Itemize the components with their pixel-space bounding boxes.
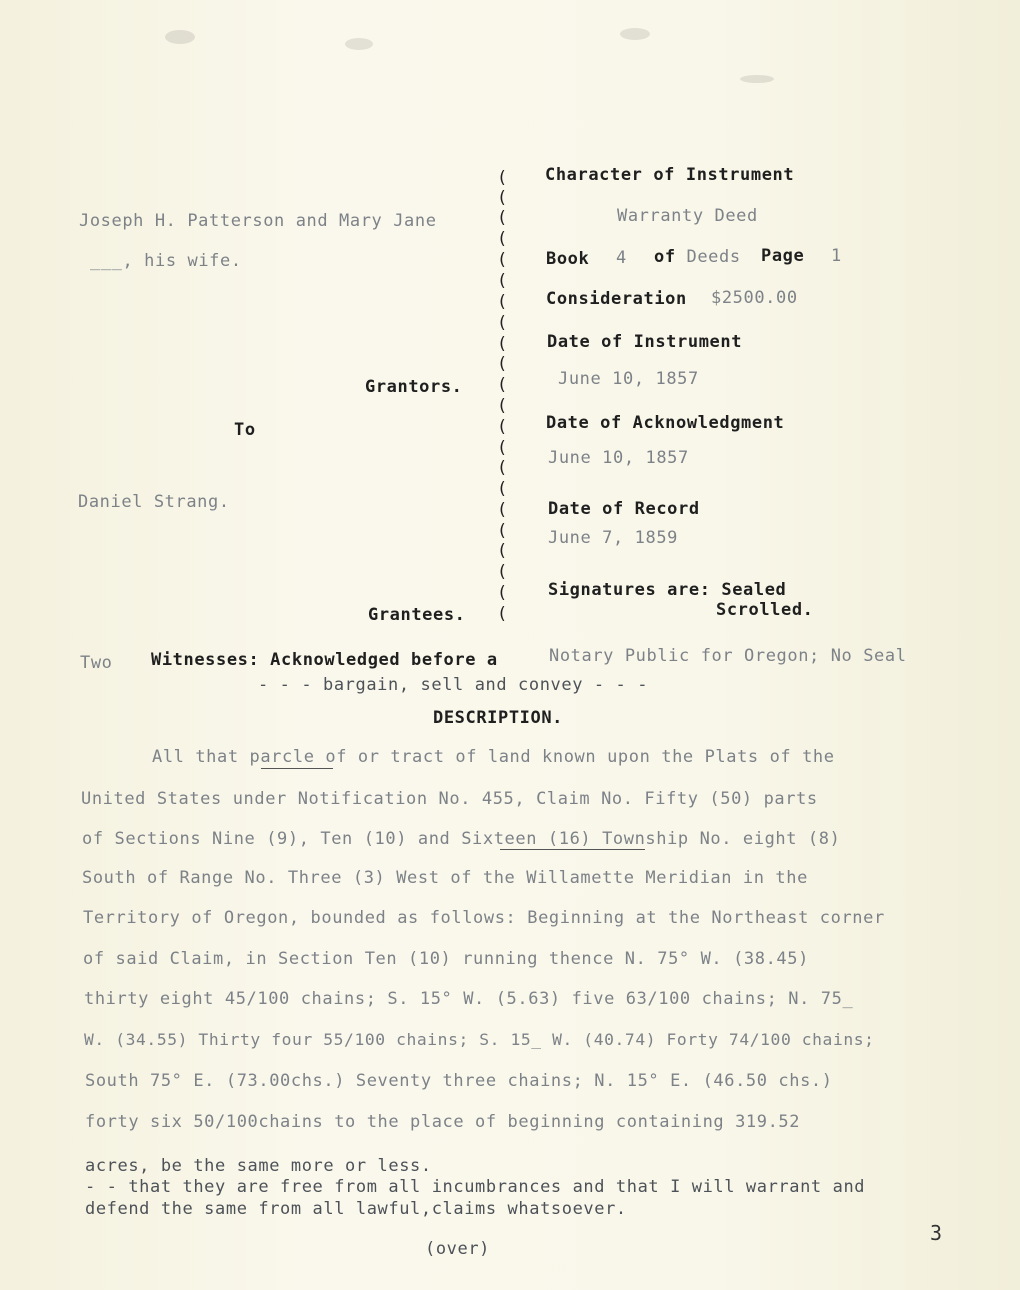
consideration-label: Consideration xyxy=(546,289,687,309)
signatures-label: Signatures are: Sealed xyxy=(548,580,787,600)
description-line: Territory of Oregon, bounded as follows: Beginning at the Northeast corner xyxy=(83,908,885,928)
document-page: Joseph H. Patterson and Mary Jane ___, his wife. Grantors. To Daniel Strang. Grantees. ( ( ( ( ( ( ( ( ( ( ( ( ( ( ( ( ( ( ( ( ( ( Character of Instrument Warranty Deed Book 4 of Deeds Page 1 Consideration $2500.00 Date of Instrument June 10, 1857 Date of Acknowledgment June 10, 1857 Date of Record June 7, 1859 Signatures are: Sealed Scrolled. Two Witnesses: Acknowledged before a Notary Public for Oregon; No Seal - - - bargain, sell and convey - - - DESCRIPTION. All that parcle of or tract of land known upon the Plats of the United States under Notification No. 455, Claim No. Fifty (50) parts of Sections Nine (9), Ten (10) and Sixteen (16) Township No. eight (8) South of Range No. Three (3) West of the Willamette Meridian in the Territory of Oregon, bounded as follows: Beginning at the Northeast corner of said Claim, in Section Ten (10) running thence N. 75° W. (38.45) thirty eight 45/100 chains; S. 15° W. (5.63) five 63/100 chains; N. 75_ W. (34.55) Thirty four 55/100 chains; S. 15_ W. (40.74) Forty 74/100 chains; South 75° E. (73.00chs.) Seventy three chains; N. 15° E. (46.50 chs.) forty six 50/100chains to the place of beginning containing 319.52 acres, be the same more or less. - - that they are free from all incumbrances and that I will warrant and defend the same from all lawful,claims whatsoever. (over) 3 xyxy=(0,0,1020,1290)
signatures-value: Scrolled. xyxy=(716,600,814,620)
date-of-record-label: Date of Record xyxy=(548,499,700,519)
date-of-record-value: June 7, 1859 xyxy=(548,528,679,548)
staple-mark xyxy=(620,28,650,40)
description-line: acres, be the same more or less. xyxy=(85,1156,432,1176)
grantor-line-1: Joseph H. Patterson and Mary Jane xyxy=(79,211,437,231)
witness-count: Two xyxy=(80,653,113,673)
page-value: 1 xyxy=(831,246,842,266)
over-note: (over) xyxy=(425,1239,491,1259)
of-deeds-label: of Deeds xyxy=(654,247,741,267)
description-line: of said Claim, in Section Ten (10) running thence N. 75° W. (38.45) xyxy=(83,949,809,969)
page-number: 3 xyxy=(930,1221,943,1245)
description-line: W. (34.55) Thirty four 55/100 chains; S. 15_ W. (40.74) Forty 74/100 chains; xyxy=(84,1030,875,1049)
description-line: South of Range No. Three (3) West of the Willamette Meridian in the xyxy=(82,868,808,888)
witness-text: Witnesses: Acknowledged before a xyxy=(151,650,498,670)
book-label: Book xyxy=(546,249,590,269)
grantees-label: Grantees. xyxy=(368,605,466,625)
description-line: of Sections Nine (9), Ten (10) and Sixteen (16) Township No. eight (8) xyxy=(82,829,841,849)
description-line: defend the same from all lawful,claims whatsoever. xyxy=(85,1199,627,1219)
description-line: South 75° E. (73.00chs.) Seventy three chains; N. 15° E. (46.50 chs.) xyxy=(85,1071,833,1091)
description-line: All that parcle of or tract of land known upon the Plats of the xyxy=(152,747,835,767)
description-heading: DESCRIPTION. xyxy=(433,708,564,728)
to-label: To xyxy=(234,420,256,440)
staple-mark xyxy=(740,75,774,83)
date-of-acknowledgment-value: June 10, 1857 xyxy=(548,448,689,468)
description-line: thirty eight 45/100 chains; S. 15° W. (5.63) five 63/100 chains; N. 75_ xyxy=(84,989,854,1009)
grantor-line-2: ___, his wife. xyxy=(90,251,242,271)
staple-mark xyxy=(165,30,195,44)
book-value: 4 xyxy=(616,248,627,268)
underline-mark xyxy=(261,768,333,769)
character-of-instrument-value: Warranty Deed xyxy=(617,206,758,226)
grantors-label: Grantors. xyxy=(365,377,463,397)
character-of-instrument-label: Character of Instrument xyxy=(545,165,795,185)
deeds-word: Deeds xyxy=(686,247,741,267)
description-line: United States under Notification No. 455, Claim No. Fifty (50) parts xyxy=(81,789,818,809)
date-of-instrument-value: June 10, 1857 xyxy=(558,369,699,389)
description-line: - - that they are free from all incumbrances and that I will warrant and xyxy=(85,1177,866,1197)
staple-mark xyxy=(345,38,373,50)
description-line: forty six 50/100chains to the place of beginning containing 319.52 xyxy=(85,1112,801,1132)
consideration-value: $2500.00 xyxy=(711,288,798,308)
date-of-instrument-label: Date of Instrument xyxy=(547,332,743,352)
date-of-acknowledgment-label: Date of Acknowledgment xyxy=(546,413,785,433)
underline-mark xyxy=(500,849,645,850)
notary-text: Notary Public for Oregon; No Seal xyxy=(549,646,907,666)
bargain-line: - - - bargain, sell and convey - - - xyxy=(258,675,649,695)
page-label: Page xyxy=(761,246,805,266)
grantee-name: Daniel Strang. xyxy=(78,492,230,512)
